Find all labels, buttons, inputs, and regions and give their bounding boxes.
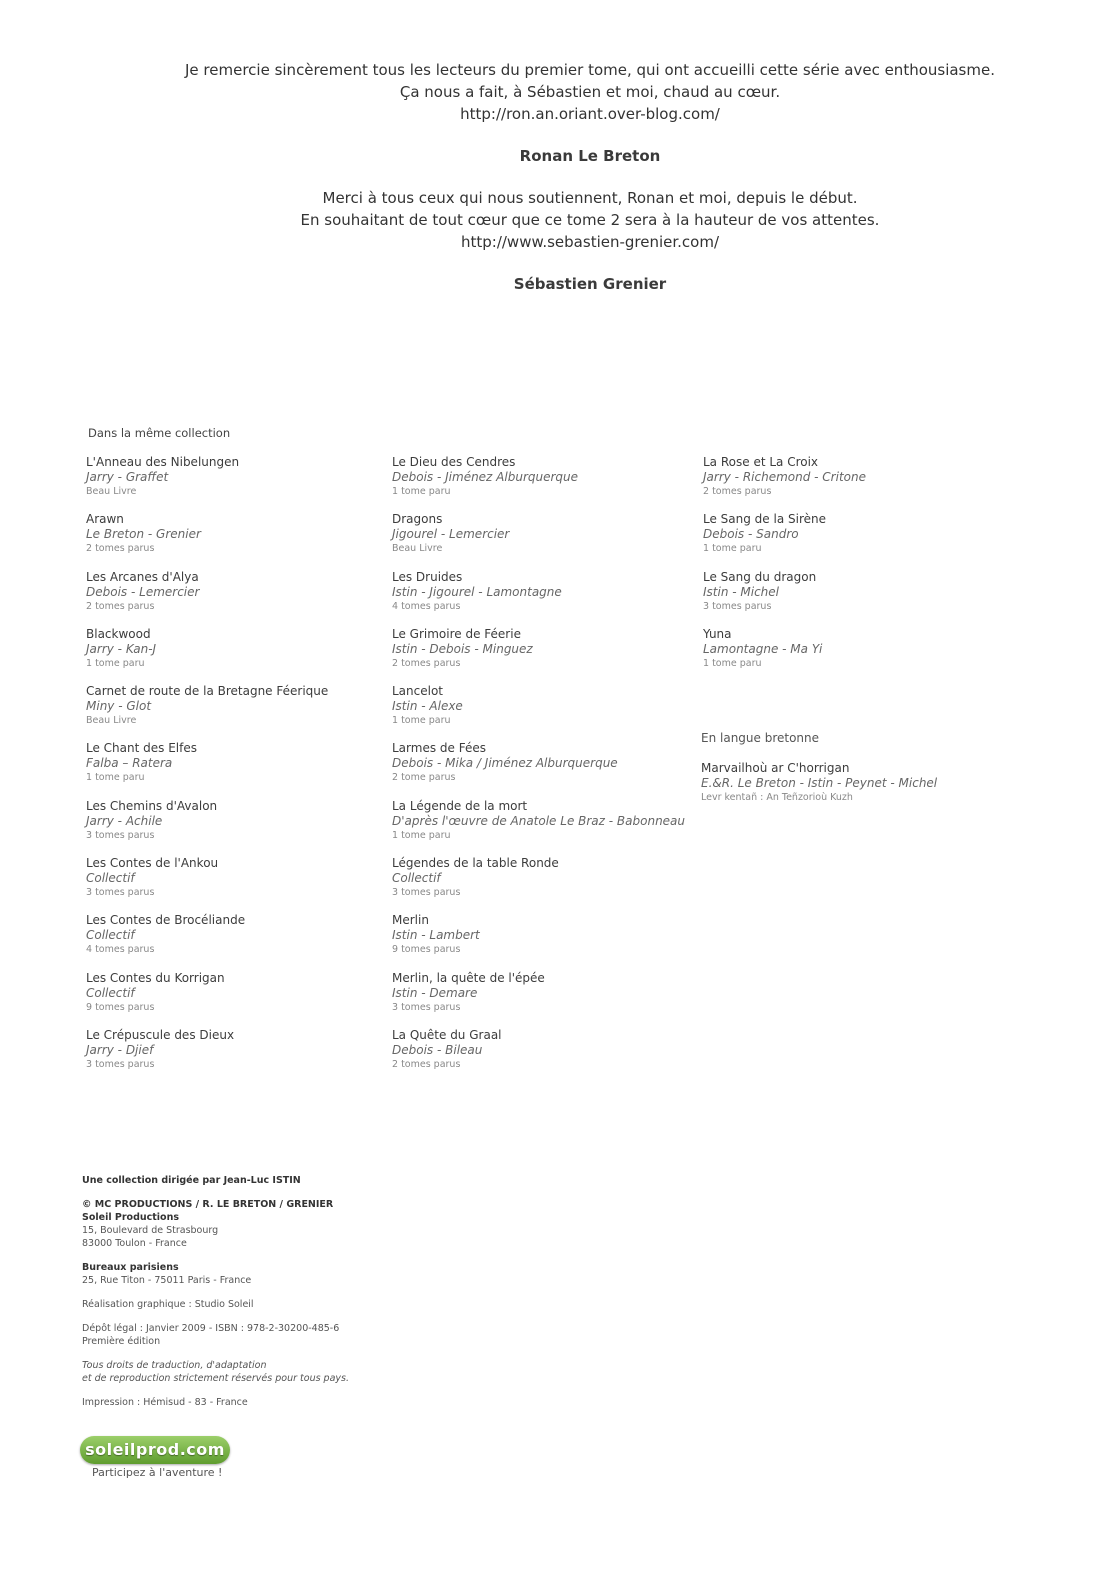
- book-authors: Istin - Debois - Minguez: [392, 641, 533, 656]
- book-authors: Debois - Jiménez Alburquerque: [392, 470, 579, 484]
- book-note: 1 tome paru: [703, 657, 762, 669]
- book-authors: Jarry - Achile: [86, 813, 163, 828]
- book-note: 9 tomes parus: [392, 944, 461, 956]
- book-authors: Istin - Lambert: [392, 928, 480, 943]
- book-authors: E.&R. Le Breton - Istin - Peynet - Michel: [701, 776, 938, 790]
- collection-entry: [392, 512, 692, 569]
- book-title: Le Crépuscule des Dieux: [86, 1027, 235, 1042]
- collection-entry: [86, 1028, 386, 1085]
- book-authors: Collectif: [86, 985, 135, 1000]
- printing-credit: Impression : Hémisud - 83 - France: [82, 1397, 248, 1408]
- collection-column-1: [86, 455, 386, 1085]
- book-authors: Debois - Mika / Jiménez Alburquerque: [392, 756, 618, 771]
- graphic-design-credit: Réalisation graphique : Studio Soleil: [82, 1299, 254, 1310]
- thanks-block-ronan: [130, 59, 1050, 167]
- thanks-block-sebastien: [130, 187, 1050, 295]
- book-note: 2 tomes parus: [86, 600, 155, 612]
- book-note: 2 tomes parus: [703, 486, 772, 497]
- book-authors: Jarry - Graffet: [86, 470, 169, 484]
- book-title: Les Contes de l'Ankou: [86, 856, 219, 871]
- breton-heading: En langue bretonne: [701, 731, 820, 745]
- book-title: L'Anneau des Nibelungen: [86, 455, 240, 469]
- breton-entry: [701, 761, 937, 818]
- address-line: 83000 Toulon - France: [82, 1238, 187, 1249]
- book-title: Le Sang de la Sirène: [703, 512, 826, 527]
- book-note: Beau Livre: [86, 715, 137, 727]
- collection-entry: [392, 913, 692, 970]
- book-title: Les Contes du Korrigan: [86, 970, 225, 985]
- book-authors: Falba – Ratera: [86, 756, 173, 771]
- book-title: Les Arcanes d'Alya: [86, 569, 199, 584]
- logo-text: soleilprod.com: [85, 1440, 225, 1459]
- collection-entry: [86, 856, 386, 913]
- paris-office-address: 25, Rue Titon - 75011 Paris - France: [82, 1275, 252, 1286]
- collection-entry: [86, 627, 386, 684]
- book-note: 1 tome paru: [703, 543, 762, 555]
- edition: Première édition: [82, 1336, 161, 1347]
- book-authors: Le Breton - Grenier: [86, 527, 201, 542]
- book-title: Dragons: [392, 512, 443, 527]
- book-authors: Collectif: [392, 871, 441, 886]
- website-url: http://www.sebastien-grenier.com/: [460, 233, 720, 251]
- book-title: Merlin, la quête de l'épée: [392, 970, 545, 985]
- book-note: 3 tomes parus: [392, 1001, 461, 1013]
- book-note: 3 tomes parus: [86, 1058, 155, 1070]
- book-title: La Légende de la mort: [392, 798, 528, 813]
- book-title: La Quête du Graal: [392, 1027, 502, 1042]
- collection-entry: [86, 741, 386, 798]
- signature-sebastien: Sébastien Grenier: [513, 275, 667, 293]
- thanks-line: Ça nous a fait, à Sébastien et moi, chaud au cœur.: [399, 83, 781, 101]
- book-note: 3 tomes parus: [392, 887, 461, 899]
- book-authors: Istin - Alexe: [392, 699, 463, 714]
- imprint: [82, 1174, 482, 1420]
- book-note: 2 tome parus: [392, 772, 456, 784]
- book-note: 2 tomes parus: [392, 657, 461, 669]
- collection-entry: [392, 455, 692, 512]
- collection-entry: [86, 971, 386, 1028]
- collection-entry: [392, 684, 692, 741]
- book-note: Beau Livre: [392, 543, 443, 555]
- thanks-line: Merci à tous ceux qui nous soutiennent, Ronan et moi, depuis le début.: [322, 189, 858, 207]
- collection-entry: [392, 856, 692, 913]
- collection-entry: [392, 570, 692, 627]
- book-note: 2 tomes parus: [86, 543, 155, 555]
- book-note: Levr kentañ : An Teñzorioù Kuzh: [701, 792, 853, 803]
- book-note: 2 tomes parus: [392, 1058, 461, 1070]
- book-note: 1 tome paru: [392, 715, 451, 727]
- soleilprod-logo[interactable]: [80, 1436, 230, 1464]
- book-authors: Istin - Jigourel - Lamontagne: [392, 584, 562, 599]
- collection-entry: [703, 627, 1003, 684]
- paris-office-title: Bureaux parisiens: [82, 1262, 179, 1273]
- collection-entry: [703, 455, 1003, 512]
- book-note: 4 tomes parus: [86, 944, 155, 956]
- collection-entry: [86, 799, 386, 856]
- collection-entry: [86, 684, 386, 741]
- book-note: 1 tome paru: [392, 486, 451, 497]
- collection-entry: [86, 512, 386, 569]
- book-note: Beau Livre: [86, 486, 137, 497]
- collection-entry: [392, 799, 692, 856]
- collection-entry: [86, 913, 386, 970]
- book-authors: Istin - Michel: [703, 584, 780, 599]
- collection-entry: [392, 1028, 692, 1085]
- book-title: Merlin: [392, 913, 429, 928]
- book-title: Lancelot: [392, 684, 444, 699]
- book-authors: Lamontagne - Ma Yi: [703, 641, 823, 656]
- legal-deposit: Dépôt légal : Janvier 2009 - ISBN : 978-2-30200-485-6: [82, 1323, 340, 1334]
- collection-entry: [392, 741, 692, 798]
- book-note: 1 tome paru: [392, 829, 451, 841]
- book-title: Marvailhoù ar C'horrigan: [701, 761, 850, 775]
- collection-column-3: [703, 455, 1003, 684]
- book-title: Yuna: [703, 626, 732, 641]
- blog-url: http://ron.an.oriant.over-blog.com/: [460, 105, 720, 123]
- book-title: Les Chemins d'Avalon: [86, 798, 218, 813]
- book-title: Les Contes de Brocéliande: [86, 913, 246, 928]
- book-authors: Debois - Sandro: [703, 527, 799, 542]
- book-title: Les Druides: [392, 569, 463, 584]
- book-note: 9 tomes parus: [86, 1001, 155, 1013]
- book-title: Blackwood: [86, 626, 151, 641]
- book-note: 1 tome paru: [86, 657, 145, 669]
- book-title: Carnet de route de la Bretagne Féerique: [86, 684, 329, 699]
- book-title: Légendes de la table Ronde: [392, 856, 559, 871]
- collection-entry: [703, 570, 1003, 627]
- book-authors: Jigourel - Lemercier: [392, 527, 510, 542]
- book-note: 3 tomes parus: [86, 829, 155, 841]
- book-title: Le Chant des Elfes: [86, 741, 197, 756]
- book-authors: Debois - Bileau: [392, 1042, 483, 1057]
- collection-entry: [392, 971, 692, 1028]
- collection-heading: Dans la même collection: [88, 426, 231, 440]
- rights-line: Tous droits de traduction, d'adaptation: [82, 1360, 267, 1371]
- book-authors: Jarry - Djief: [86, 1042, 154, 1057]
- collection-column-2: [392, 455, 692, 1085]
- thanks-line: Je remercie sincèrement tous les lecteurs du premier tome, qui ont accueilli cette série avec enthousiasme.: [185, 61, 995, 79]
- book-title: Le Dieu des Cendres: [392, 455, 516, 469]
- book-authors: Debois - Lemercier: [86, 584, 200, 599]
- book-authors: Jarry - Richemond - Critone: [703, 470, 866, 484]
- book-authors: Collectif: [86, 928, 135, 943]
- book-note: 4 tomes parus: [392, 600, 461, 612]
- book-authors: Collectif: [86, 871, 135, 886]
- collection-entry: [86, 570, 386, 627]
- book-authors: Miny - Glot: [86, 699, 152, 714]
- book-title: Arawn: [86, 512, 124, 527]
- collection-entry: [86, 455, 386, 512]
- book-authors: Jarry - Kan-J: [86, 641, 157, 656]
- collection-entry: [703, 512, 1003, 569]
- book-note: 3 tomes parus: [703, 600, 772, 612]
- collection-entry: [392, 627, 692, 684]
- address-line: 15, Boulevard de Strasbourg: [82, 1225, 219, 1236]
- book-title: Larmes de Fées: [392, 741, 486, 756]
- logo-tagline: Participez à l'aventure !: [92, 1466, 223, 1479]
- rights-line: et de reproduction strictement réservés pour tous pays.: [82, 1373, 349, 1384]
- book-title: La Rose et La Croix: [703, 455, 819, 469]
- book-note: 1 tome paru: [86, 772, 145, 784]
- publisher: Soleil Productions: [82, 1212, 179, 1223]
- signature-ronan: Ronan Le Breton: [519, 147, 661, 165]
- thanks-line: En souhaitant de tout cœur que ce tome 2 sera à la hauteur de vos attentes.: [300, 211, 880, 229]
- book-authors: D'après l'œuvre de Anatole Le Braz - Babonneau: [392, 813, 686, 828]
- book-title: Le Sang du dragon: [703, 569, 817, 584]
- book-authors: Istin - Demare: [392, 985, 478, 1000]
- book-note: 3 tomes parus: [86, 887, 155, 899]
- collection-director: Une collection dirigée par Jean-Luc ISTIN: [82, 1175, 301, 1186]
- copyright: © MC PRODUCTIONS / R. LE BRETON / GRENIER: [82, 1199, 334, 1210]
- book-title: Le Grimoire de Féerie: [392, 626, 521, 641]
